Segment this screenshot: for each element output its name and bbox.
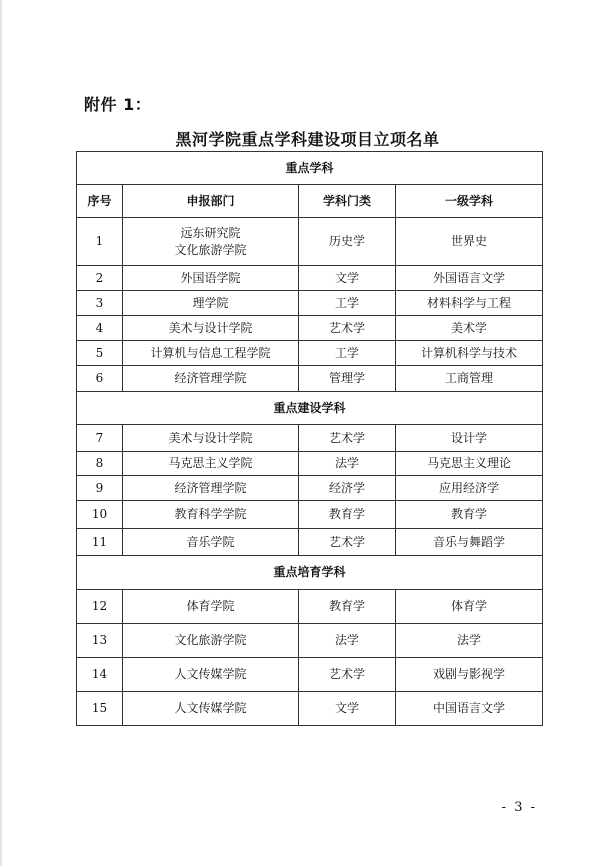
cell-category: 管理学 [299, 366, 396, 392]
table-row [77, 501, 543, 529]
cell-dept: 人文传媒学院 [123, 658, 299, 692]
cell-no: 15 [77, 692, 123, 726]
cell-category: 文学 [299, 266, 396, 291]
table-row [77, 266, 543, 291]
table-row [77, 425, 543, 452]
cell-category: 工学 [299, 291, 396, 316]
table-row [77, 692, 543, 726]
table-row [77, 218, 543, 266]
page-number: - 3 - [501, 800, 537, 815]
cell-no: 4 [77, 316, 123, 341]
table-row [77, 316, 543, 341]
cell-category: 艺术学 [299, 425, 396, 452]
cell-no: 3 [77, 291, 123, 316]
cell-no: 14 [77, 658, 123, 692]
cell-dept: 经济管理学院 [123, 476, 299, 501]
cell-discipline: 计算机科学与技术 [396, 341, 543, 366]
cell-dept: 美术与设计学院 [123, 316, 299, 341]
cell-dept: 人文传媒学院 [123, 692, 299, 726]
cell-discipline: 戏剧与影视学 [396, 658, 543, 692]
cell-category: 历史学 [299, 218, 396, 266]
discipline-table [76, 151, 543, 726]
cell-category: 教育学 [299, 590, 396, 624]
table-row [77, 341, 543, 366]
cell-no: 5 [77, 341, 123, 366]
cell-discipline: 体育学 [396, 590, 543, 624]
cell-discipline: 音乐与舞蹈学 [396, 529, 543, 556]
cell-discipline: 设计学 [396, 425, 543, 452]
cell-dept-line: 文化旅游学院 [174, 242, 247, 257]
cell-no: 11 [77, 529, 123, 556]
cell-discipline: 中国语言文学 [396, 692, 543, 726]
column-header-category: 学科门类 [299, 185, 396, 218]
column-header-discipline: 一级学科 [396, 185, 543, 218]
table-row [77, 476, 543, 501]
cell-dept: 经济管理学院 [123, 366, 299, 392]
column-header-row [77, 185, 543, 218]
cell-dept: 美术与设计学院 [123, 425, 299, 452]
cell-no: 10 [77, 501, 123, 529]
cell-category: 法学 [299, 624, 396, 658]
cell-discipline: 马克思主义理论 [396, 452, 543, 476]
cell-discipline: 外国语言文学 [396, 266, 543, 291]
cell-dept: 马克思主义学院 [123, 452, 299, 476]
cell-dept: 教育科学学院 [123, 501, 299, 529]
section-title: 重点培育学科 [77, 556, 543, 590]
cell-discipline: 世界史 [396, 218, 543, 266]
cell-discipline: 应用经济学 [396, 476, 543, 501]
table-row [77, 590, 543, 624]
section-header-row [77, 392, 543, 425]
cell-no: 9 [77, 476, 123, 501]
table-row [77, 366, 543, 392]
table-row [77, 291, 543, 316]
cell-no: 12 [77, 590, 123, 624]
section-title: 重点学科 [77, 152, 543, 185]
cell-category: 法学 [299, 452, 396, 476]
cell-no: 8 [77, 452, 123, 476]
cell-no: 1 [77, 218, 123, 266]
cell-discipline: 工商管理 [396, 366, 543, 392]
cell-category: 教育学 [299, 501, 396, 529]
cell-dept: 理学院 [123, 291, 299, 316]
cell-discipline: 美术学 [396, 316, 543, 341]
section-title: 重点建设学科 [77, 392, 543, 425]
cell-category: 艺术学 [299, 316, 396, 341]
cell-dept: 计算机与信息工程学院 [123, 341, 299, 366]
cell-category: 工学 [299, 341, 396, 366]
cell-discipline: 法学 [396, 624, 543, 658]
cell-discipline: 材料科学与工程 [396, 291, 543, 316]
cell-no: 6 [77, 366, 123, 392]
section-header-row [77, 556, 543, 590]
cell-discipline: 教育学 [396, 501, 543, 529]
cell-dept: 音乐学院 [123, 529, 299, 556]
table-row [77, 658, 543, 692]
cell-category: 艺术学 [299, 658, 396, 692]
cell-category: 文学 [299, 692, 396, 726]
section-header-row [77, 152, 543, 185]
attachment-label: 附件 1： [84, 95, 152, 114]
cell-category: 艺术学 [299, 529, 396, 556]
cell-dept-line: 远东研究院 [180, 225, 241, 240]
cell-dept [123, 218, 299, 266]
cell-category: 经济学 [299, 476, 396, 501]
document-title: 黑河学院重点学科建设项目立项名单 [175, 130, 440, 149]
column-header-no: 序号 [77, 185, 123, 218]
table-row [77, 529, 543, 556]
table-row [77, 452, 543, 476]
cell-dept: 外国语学院 [123, 266, 299, 291]
column-header-dept: 申报部门 [123, 185, 299, 218]
cell-no: 13 [77, 624, 123, 658]
cell-no: 7 [77, 425, 123, 452]
cell-dept: 体育学院 [123, 590, 299, 624]
table-row [77, 624, 543, 658]
cell-dept: 文化旅游学院 [123, 624, 299, 658]
cell-no: 2 [77, 266, 123, 291]
